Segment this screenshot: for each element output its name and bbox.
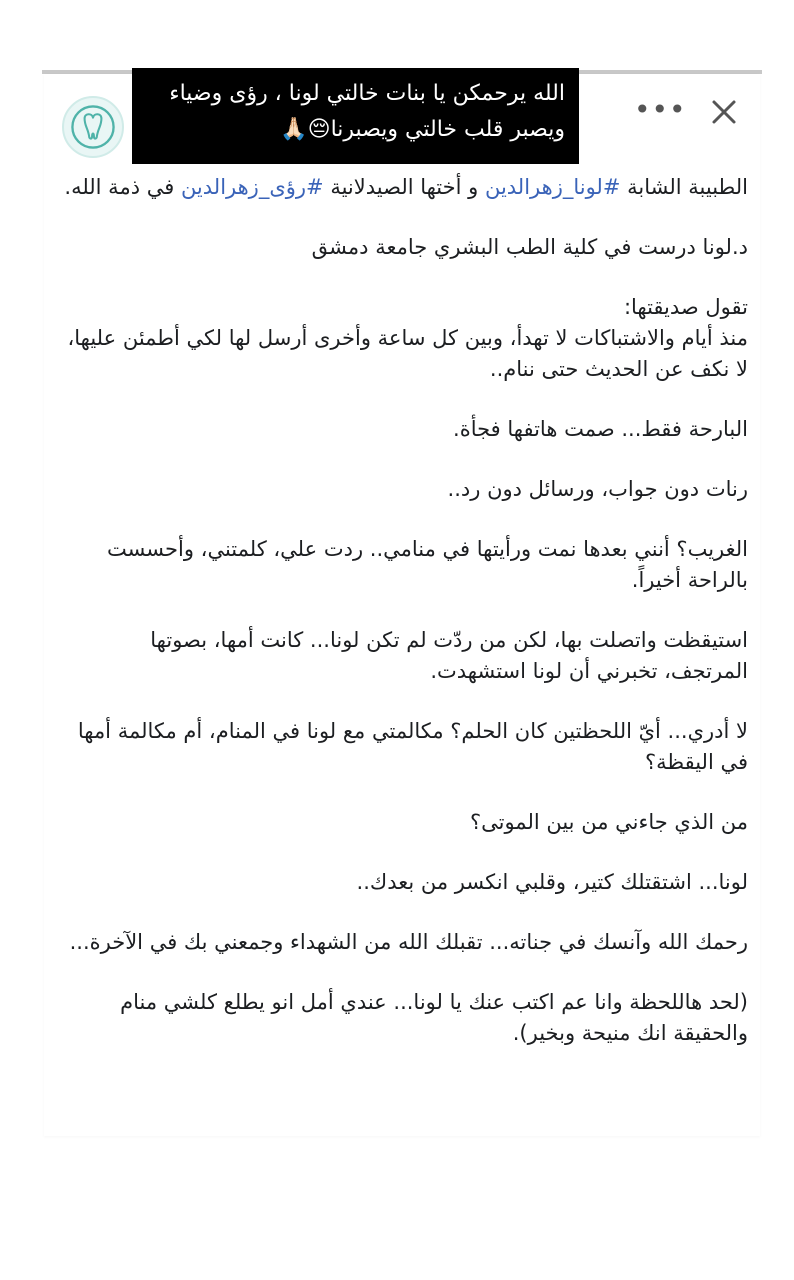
avatar[interactable] xyxy=(62,96,124,158)
post-paragraph-woke: استيقظت واتصلت بها، لكن من ردّت لم تكن لونا... كانت أمها، بصوتها المرتجف، تخبرني أن لونا استشهدت. xyxy=(150,628,748,683)
more-options-icon[interactable]: ••• xyxy=(634,93,687,126)
post-paragraph-strange: الغريب؟ أنني بعدها نمت ورأيتها في منامي.. ردت علي، كلمتني، وأحسست بالراحة أخيراً. xyxy=(106,537,748,592)
hashtag-luna[interactable]: #لونا_زهرالدين xyxy=(484,175,621,199)
hashtag-roaa[interactable]: #رؤى_زهرالدين xyxy=(180,175,324,199)
post-paragraph-intro: الطبيبة الشابة #لونا_زهرالدين و أختها الصيدلانية #رؤى_زهرالدين في ذمة الله. xyxy=(64,175,748,199)
post-paragraph-mercy: رحمك الله وآنسك في جناته... تقبلك الله من الشهداء وجمعني بك في الآخرة... xyxy=(69,930,748,954)
caption-line-1: الله يرحمكن يا بنات خالتي لونا ، رؤى وضياء xyxy=(169,81,565,106)
close-icon[interactable] xyxy=(704,92,744,132)
post-paragraph-until: (لحد هاللحظة وانا عم اكتب عنك يا لونا... عندي أمل انو يطلع كلشي منام والحقيقة انك منيحة وبخير). xyxy=(120,990,748,1045)
post-paragraph-dont-know: لا أدري... أيّ اللحظتين كان الحلم؟ مكالمتي مع لونا في المنام، أم مكالمة أمها في اليقظة؟ xyxy=(77,719,748,774)
story-caption-overlay xyxy=(132,68,579,164)
post-paragraph-study: د.لونا درست في كلية الطب البشري جامعة دمشق xyxy=(311,235,748,259)
clinic-logo-icon xyxy=(64,98,122,156)
post-paragraph-friend-says: تقول صديقتها: xyxy=(623,295,748,319)
post-paragraph-who: من الذي جاءني من بين الموتى؟ xyxy=(469,810,748,834)
post-paragraph-days: منذ أيام والاشتباكات لا تهدأ، وبين كل ساعة وأخرى أرسل لها لكي أطمئن عليها، لا نكف عن الحديث حتى ننام.. xyxy=(67,326,748,381)
caption-line-2: ويصبر قلب خالتي ويصبرنا😔🙏🏻 xyxy=(280,117,565,142)
post-body xyxy=(60,172,748,1078)
post-paragraph-yesterday: البارحة فقط... صمت هاتفها فجأة. xyxy=(453,417,748,441)
post-paragraph-rings: رنات دون جواب، ورسائل دون رد.. xyxy=(447,477,748,501)
post-paragraph-miss: لونا... اشتقتلك كتير، وقلبي انكسر من بعدك.. xyxy=(356,870,748,894)
